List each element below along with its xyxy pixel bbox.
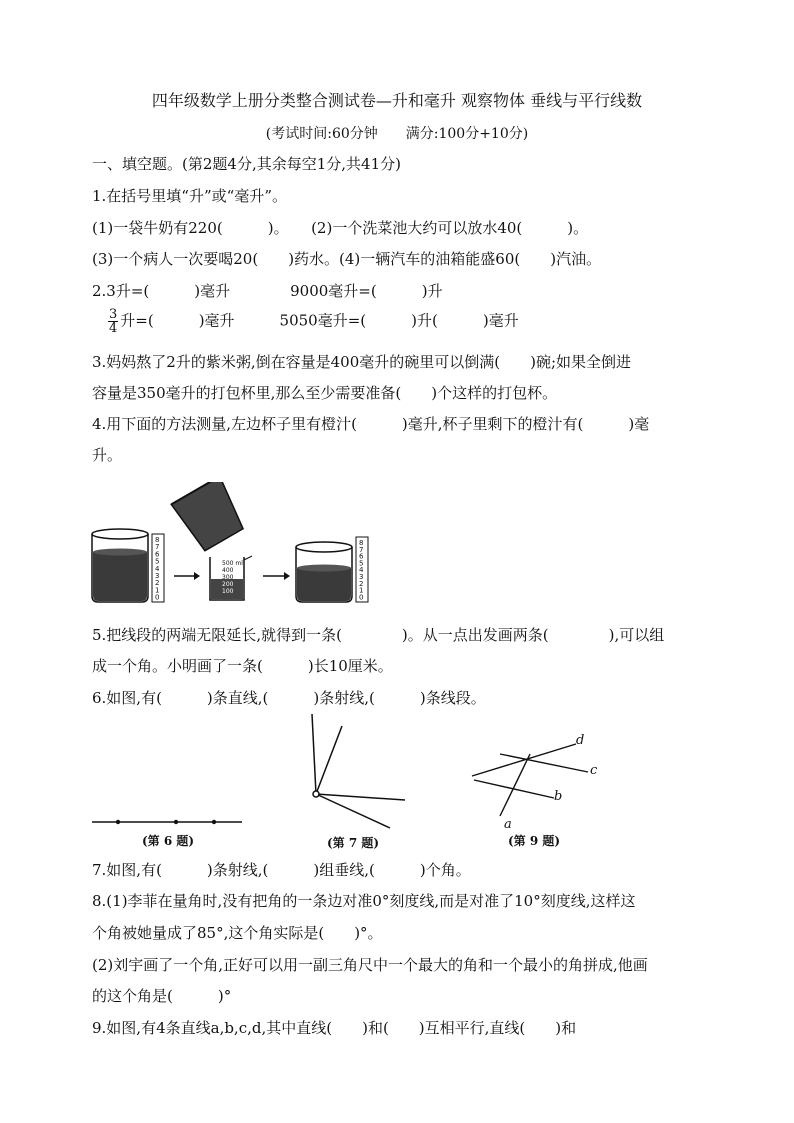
exam-info: (考试时间:60分钟 满分:100分+10分) <box>265 126 529 142</box>
figure-7 <box>300 712 410 830</box>
q6-text: 6.如图,有( )条直线,( )条射线,( )条线段。 <box>92 689 486 707</box>
figure-7-caption: (第 7 题) <box>327 836 380 850</box>
figure-6-caption: (第 6 题) <box>142 834 195 848</box>
q5-line1: 5.把线段的两端无限延长,就得到一条( )。从一点出发画两条( ),可以组 <box>92 626 665 644</box>
scale-tick-label: 8 <box>155 536 160 544</box>
scale-tick-label: 2 <box>155 579 160 588</box>
q8-line2: 个角被她量成了85°,这个角实际是( )°。 <box>92 924 383 942</box>
beaker-mark-label: 400 <box>222 567 234 574</box>
scale-tick-label: 5 <box>359 559 364 568</box>
scale-tick-label: 6 <box>359 552 364 561</box>
scale-tick-label: 3 <box>359 573 364 581</box>
q5-line2: 成一个角。小明画了一条( )长10厘米。 <box>92 657 393 675</box>
q2-row2 <box>108 308 519 335</box>
q2-row1: 2.3升=( )毫升 9000毫升=( )升 <box>92 282 443 300</box>
scale-tick-label: 0 <box>155 593 160 602</box>
fraction-numerator: 3 <box>109 307 118 322</box>
scale-tick-label: 0 <box>359 593 364 602</box>
scale-tick-label: 8 <box>359 539 364 547</box>
q4-line1: 4.用下面的方法测量,左边杯子里有橙汁( )毫升,杯子里剩下的橙汁有( )毫 <box>92 415 650 433</box>
measuring-illustration <box>88 482 388 607</box>
scale-tick-label: 2 <box>359 579 364 588</box>
q1-part-b: (3)一个病人一次要喝20( )药水。(4)一辆汽车的油箱能盛60( )汽油。 <box>92 250 602 268</box>
beaker-mark-label: 500 ml <box>222 560 243 567</box>
q2-row2-text: 升=( )毫升 5050毫升=( )升( )毫升 <box>120 311 519 330</box>
q3-line2: 容量是350毫升的打包杯里,那么至少需要准备( )个这样的打包杯。 <box>92 384 558 402</box>
fraction-denominator: 4 <box>109 321 118 336</box>
scale-tick-label: 7 <box>155 543 160 552</box>
q8-line3: (2)刘宇画了一个角,正好可以用一副三角尺中一个最大的角和一个最小的角拼成,他画 <box>92 956 648 974</box>
q4-line2: 升。 <box>92 446 123 464</box>
q7-text: 7.如图,有( )条射线,( )组垂线,( )个角。 <box>92 861 471 879</box>
q3-line1: 3.妈妈熬了2升的紫米粥,倒在容量是400毫升的碗里可以倒满( )碗;如果全倒进 <box>92 353 632 371</box>
q1-stem: 1.在括号里填“升”或“毫升”。 <box>92 187 287 205</box>
left-cup-juice <box>93 552 147 601</box>
beaker-mark-label: 100 <box>222 588 234 595</box>
scale-tick-label: 6 <box>155 550 160 559</box>
q1-part-a: (1)一袋牛奶有220( )。 (2)一个洗菜池大约可以放水40( )。 <box>92 219 589 237</box>
scale-tick-label: 4 <box>359 566 364 575</box>
page-title: 四年级数学上册分类整合测试卷—升和毫升 观察物体 垂线与平行线数 <box>151 91 643 110</box>
scale-tick-label: 3 <box>155 572 160 580</box>
figure-6 <box>90 810 250 830</box>
right-cup-juice <box>297 568 351 601</box>
section-heading: 一、填空题。(第2题4分,其余每空1分,共41分) <box>92 155 401 173</box>
scale-tick-label: 5 <box>155 557 160 566</box>
scale-tick-label: 4 <box>155 564 160 573</box>
figure-9 <box>470 734 610 834</box>
q8-line1: 8.(1)李菲在量角时,没有把角的一条边对准0°刻度线,而是对准了10°刻度线,这样这 <box>92 892 636 910</box>
beaker-mark-label: 300 <box>222 574 234 581</box>
line-d-label: d <box>576 734 585 748</box>
scale-tick-label: 1 <box>359 586 364 595</box>
beaker-mark-label: 200 <box>222 581 234 588</box>
line-c-label: c <box>590 763 598 778</box>
scale-tick-label: 7 <box>359 545 364 554</box>
figure-9-caption: (第 9 题) <box>508 834 561 848</box>
line-b-label: b <box>554 789 563 804</box>
scale-tick-label: 1 <box>155 586 160 595</box>
q9-text: 9.如图,有4条直线a,b,c,d,其中直线( )和( )互相平行,直线( )和 <box>92 1019 577 1037</box>
q8-line4: 的这个角是( )° <box>92 987 232 1005</box>
line-a-label: a <box>504 817 512 832</box>
fraction <box>108 308 118 335</box>
